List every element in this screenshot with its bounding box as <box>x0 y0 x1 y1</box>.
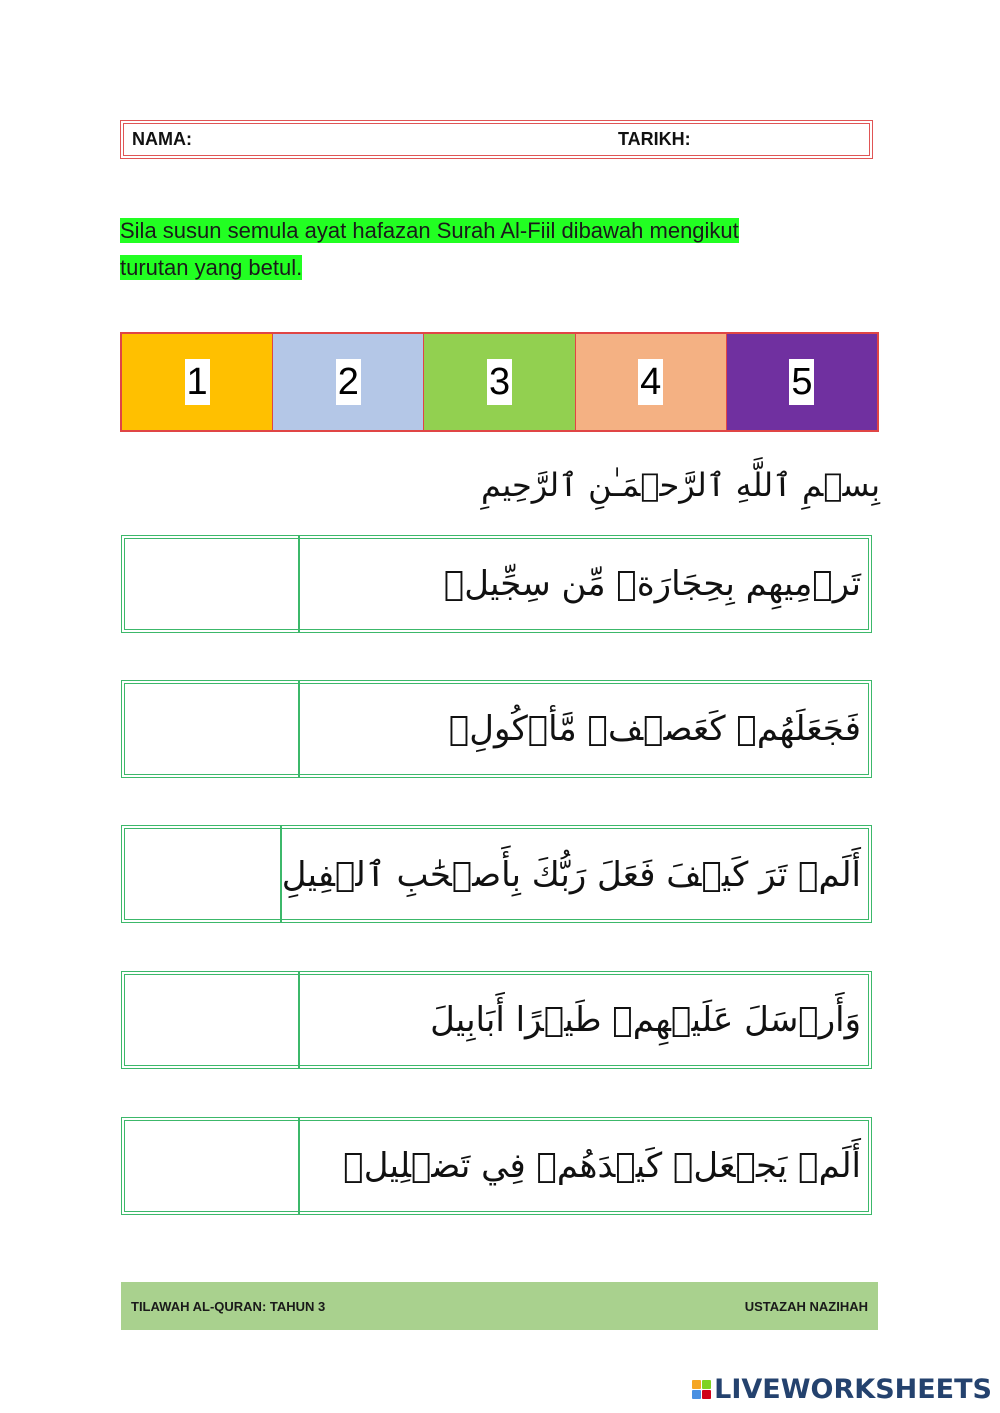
number-cell-4[interactable] <box>576 334 727 430</box>
verse-row <box>121 825 872 923</box>
verse-text[interactable]: فَجَعَلَهُمۡ كَعَصۡفٖ مَّأۡكُولِۭ <box>448 709 861 749</box>
name-date-box <box>120 120 873 159</box>
logo-icon <box>692 1380 711 1399</box>
verse-text[interactable]: أَلَمۡ يَجۡعَلۡ كَيۡدَهُمۡ فِي تَضۡلِيلٖ <box>343 1146 861 1186</box>
basmalah: بِسۡمِ ٱللَّهِ ٱلرَّحۡمَـٰنِ ٱلرَّحِيمِ <box>481 466 880 504</box>
instruction-text <box>120 212 820 286</box>
verse-text[interactable]: تَرۡمِيهِم بِحِجَارَةٖ مِّن سِجِّيلٖ <box>443 564 861 604</box>
answer-drop-box[interactable] <box>122 826 282 922</box>
liveworksheets-logo <box>692 1374 992 1405</box>
answer-drop-box[interactable] <box>122 972 300 1068</box>
number-legend <box>120 332 879 432</box>
verse-text[interactable]: أَلَمۡ تَرَ كَيۡفَ فَعَلَ رَبُّكَ بِأَصۡحَٰبِ ٱلۡفِيلِ <box>281 854 861 895</box>
number-cell-1[interactable] <box>122 334 273 430</box>
number-cell-5[interactable] <box>727 334 877 430</box>
footer-teacher: USTAZAH NAZIHAH <box>744 1298 868 1314</box>
number-label: 5 <box>791 361 813 403</box>
number-label: 3 <box>488 361 511 403</box>
answer-drop-box[interactable] <box>122 536 300 632</box>
instruction-line-2: turutan yang betul. <box>120 255 303 280</box>
verse-row <box>121 535 872 633</box>
watermark-text: LIVEWORKSHEETS <box>714 1374 992 1405</box>
nama-label: NAMA: <box>132 129 192 149</box>
footer-subject: TILAWAH AL-QURAN: TAHUN 3 <box>131 1298 326 1314</box>
number-label: 4 <box>640 361 662 403</box>
verse-row <box>121 971 872 1069</box>
footer-bar <box>121 1282 878 1330</box>
instruction-line-1: Sila susun semula ayat hafazan Surah Al-Fiil dibawah mengikut <box>120 218 739 243</box>
number-label: 1 <box>186 361 208 403</box>
verse-text[interactable]: وَأَرۡسَلَ عَلَيۡهِمۡ طَيۡرًا أَبَابِيلَ <box>430 1000 861 1040</box>
tarikh-label: TARIKH: <box>618 129 691 149</box>
answer-drop-box[interactable] <box>122 681 300 777</box>
answer-drop-box[interactable] <box>122 1118 300 1214</box>
verse-row <box>121 680 872 778</box>
verse-row <box>121 1117 872 1215</box>
number-cell-2[interactable] <box>273 334 424 430</box>
number-label: 2 <box>337 361 359 403</box>
number-cell-3[interactable] <box>424 334 575 430</box>
